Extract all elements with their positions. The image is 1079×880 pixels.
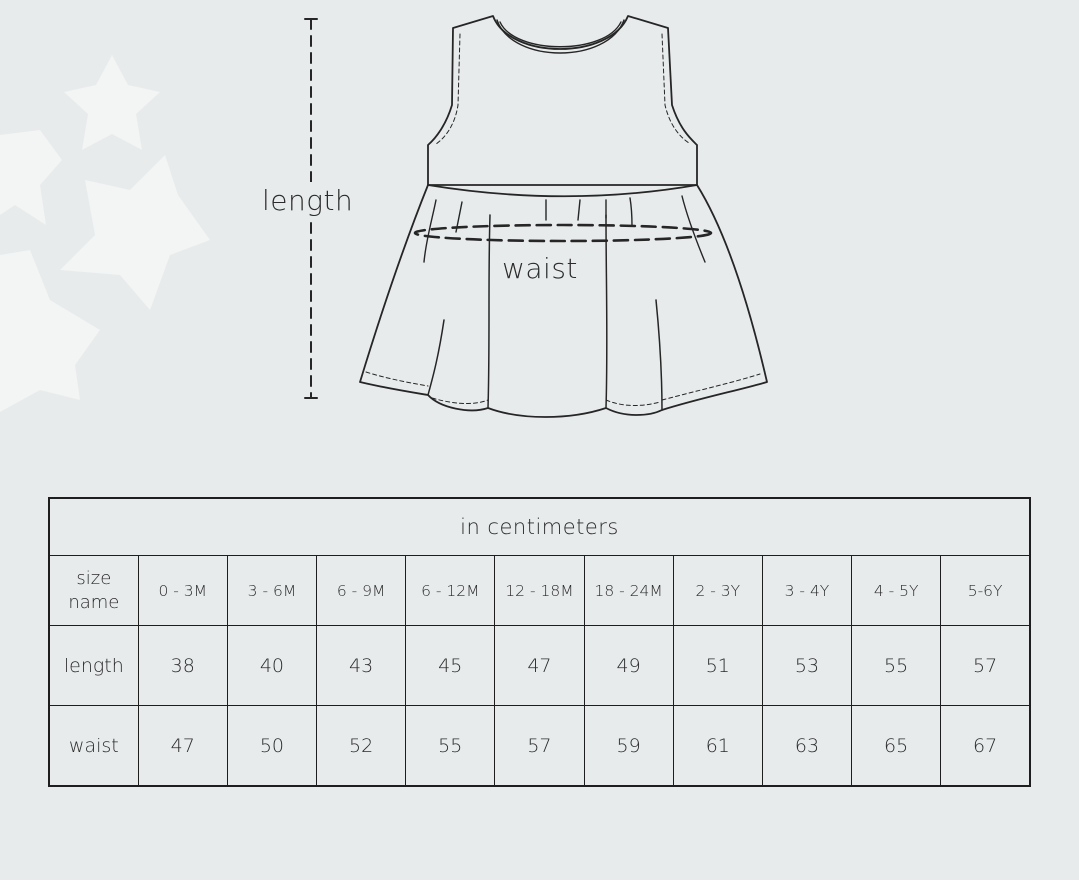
size-header-cell: 2 - 3Y <box>673 556 762 626</box>
table-cell: 45 <box>406 626 495 706</box>
table-cell: 47 <box>495 626 584 706</box>
table-cell: 53 <box>762 626 851 706</box>
dress-skirt <box>360 185 767 417</box>
table-header-row <box>49 556 1030 626</box>
table-cell: 63 <box>762 706 851 787</box>
row-label: length <box>49 626 138 706</box>
size-header-line1: size <box>76 567 112 589</box>
table-cell: 38 <box>138 626 227 706</box>
dress-waistband <box>428 185 697 196</box>
waist-label: waist <box>502 252 578 285</box>
table-cell: 67 <box>941 706 1030 787</box>
size-chart-table <box>48 497 1031 787</box>
row-label: waist <box>49 706 138 787</box>
length-label: length <box>262 184 354 217</box>
table-row-length <box>49 626 1030 706</box>
size-header-cell: 18 - 24M <box>584 556 673 626</box>
table-cell: 47 <box>138 706 227 787</box>
size-header-cell: 6 - 12M <box>406 556 495 626</box>
table-cell: 50 <box>227 706 316 787</box>
size-header-cell: 3 - 6M <box>227 556 316 626</box>
table-cell: 52 <box>317 706 406 787</box>
table-cell: 65 <box>852 706 941 787</box>
table-cell: 55 <box>852 626 941 706</box>
table-cell: 49 <box>584 626 673 706</box>
dress-bodice <box>428 16 697 185</box>
size-header-cell: 3 - 4Y <box>762 556 851 626</box>
waist-measure-ellipse <box>415 225 711 241</box>
table-cell: 57 <box>941 626 1030 706</box>
table-cell: 51 <box>673 626 762 706</box>
table-cell: 55 <box>406 706 495 787</box>
size-header-cell: 12 - 18M <box>495 556 584 626</box>
table-cell: 40 <box>227 626 316 706</box>
size-name-header <box>49 556 138 626</box>
size-header-cell: 6 - 9M <box>317 556 406 626</box>
table-row-waist <box>49 706 1030 787</box>
table-cell: 57 <box>495 706 584 787</box>
size-header-cell: 0 - 3M <box>138 556 227 626</box>
table-caption: in centimeters <box>49 498 1030 556</box>
table-caption-row <box>49 498 1030 556</box>
table-cell: 61 <box>673 706 762 787</box>
size-header-line2: name <box>68 591 120 613</box>
size-header-cell: 5-6Y <box>941 556 1030 626</box>
table-cell: 59 <box>584 706 673 787</box>
size-header-cell: 4 - 5Y <box>852 556 941 626</box>
table-cell: 43 <box>317 626 406 706</box>
